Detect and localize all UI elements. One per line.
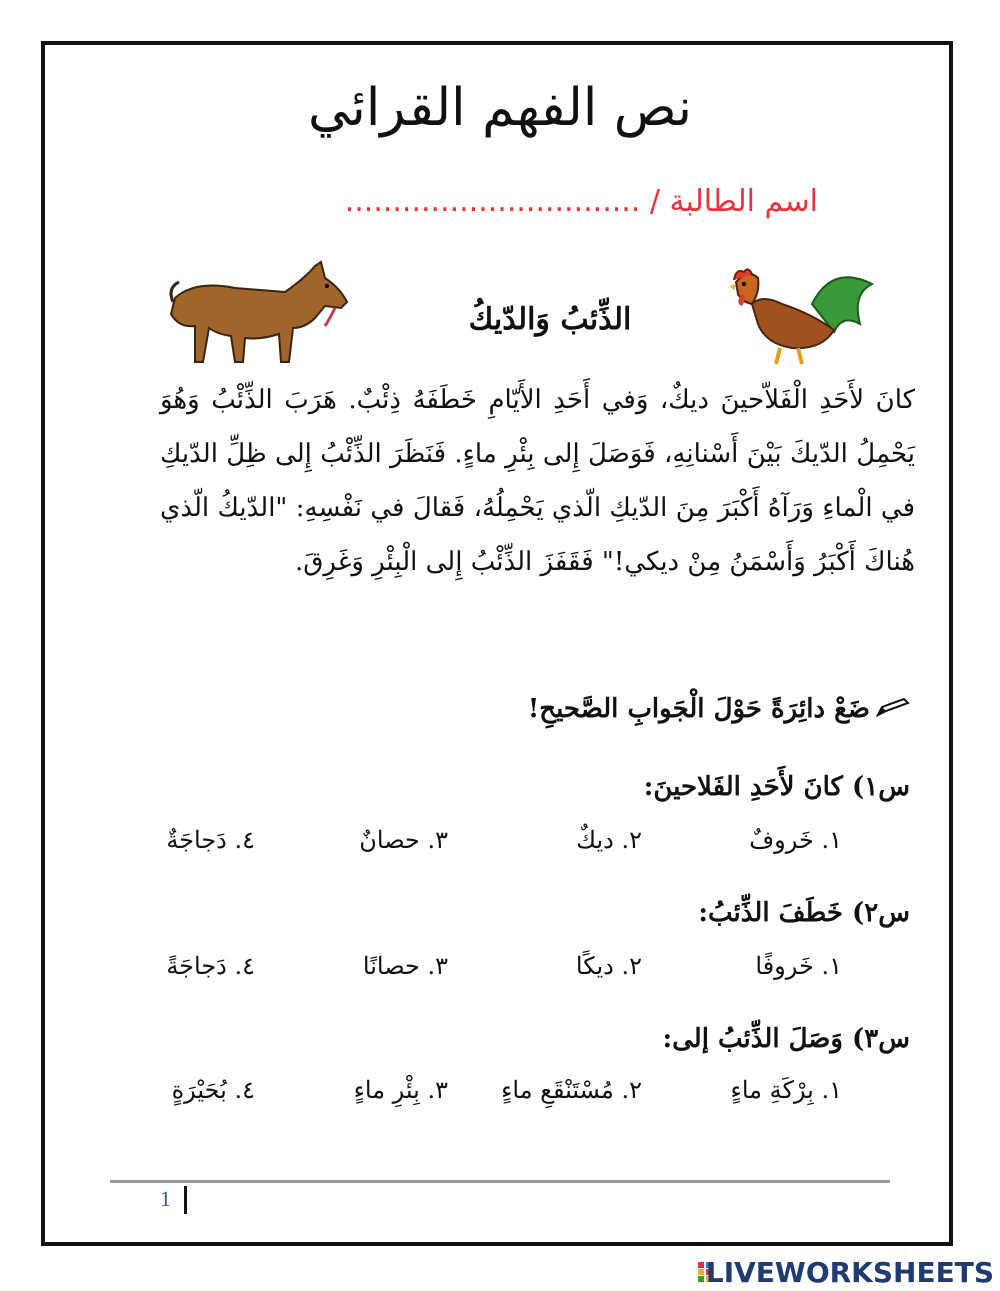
- story-paragraph: كانَ لأَحَدِ الْفَلاّحينَ ديكٌ، وَفي أَحَدِ الأَيّامِ خَطَفَهُ ذِئْبٌ. هَرَبَ الذِّئْبُ وَهُوَ يَحْمِلُ الدّيكَ بَيْنَ أَسْنانِهِ، فَوَصَلَ إِلى بِئْرِ ماءٍ. فَنَظَرَ الذِّئْبُ إِلى ظِلِّ الدّيكِ في الْماءِ وَرَآهُ أَكْبَرَ مِنَ الدّيكِ الّذي يَحْمِلُهُ، فَقالَ في نَفْسِهِ: "الدّيكُ الّذي هُناكَ أَكْبَرُ وَأَسْمَنُ مِنْ ديكي!" فَقَفَزَ الذِّئْبُ إِلى الْبِئْرِ وَغَرِقَ.: [160, 385, 915, 577]
- question-2-label: س٢) خَطَفَ الذِّئبُ:: [698, 898, 910, 928]
- page-title: نص الفهم القرائي: [308, 78, 692, 138]
- question-2-option-3[interactable]: ٣. حصانًا: [362, 952, 448, 980]
- question-3-option-3[interactable]: ٣. بِئْرِ ماءٍ: [353, 1076, 448, 1104]
- page-number-bar: [184, 1186, 187, 1214]
- instruction: [528, 694, 910, 724]
- question-3-option-4[interactable]: ٤. بُحَيْرَةٍ: [171, 1076, 255, 1104]
- question-3-option-1[interactable]: ١. بِرْكَةِ ماءٍ: [730, 1076, 842, 1104]
- question-1-label: س١) كانَ لأَحَدِ الفَلاحينَ:: [643, 772, 910, 802]
- question-1-option-4[interactable]: ٤. دَجاجَةٌ: [166, 826, 255, 854]
- question-1-option-3[interactable]: ٣. حصانٌ: [359, 826, 448, 854]
- student-name-label: اسم الطالبة / ...............................: [344, 184, 818, 219]
- wolf-icon: [165, 258, 350, 370]
- question-1-option-1[interactable]: ١. خَروفٌ: [749, 826, 842, 854]
- page-number: 1: [160, 1186, 171, 1211]
- question-2-option-4[interactable]: ٤. دَجاجَةً: [166, 952, 255, 980]
- question-3-label: س٣) وَصَلَ الذِّئبُ إلى:: [662, 1024, 910, 1054]
- pencil-icon: [876, 697, 910, 717]
- question-2-option-1[interactable]: ١. خَروفًا: [755, 952, 842, 980]
- rooster-icon: [722, 264, 877, 368]
- brand-wordmark[interactable]: LIVEWORKSHEETS: [705, 1256, 994, 1289]
- footer-divider: [110, 1180, 890, 1183]
- story-title: الذِّئبُ وَالدّيكُ: [468, 302, 632, 337]
- question-1-option-2[interactable]: ٢. ديكٌ: [576, 826, 642, 854]
- question-3-option-2[interactable]: ٢. مُسْتَنْقَعِ ماءٍ: [501, 1076, 642, 1104]
- instruction-text: ضَعْ دائِرَةً حَوْلَ الْجَوابِ الصَّحيحِ!: [527, 694, 870, 724]
- question-2-option-2[interactable]: ٢. ديكًا: [575, 952, 642, 980]
- worksheet-frame: [41, 41, 953, 1246]
